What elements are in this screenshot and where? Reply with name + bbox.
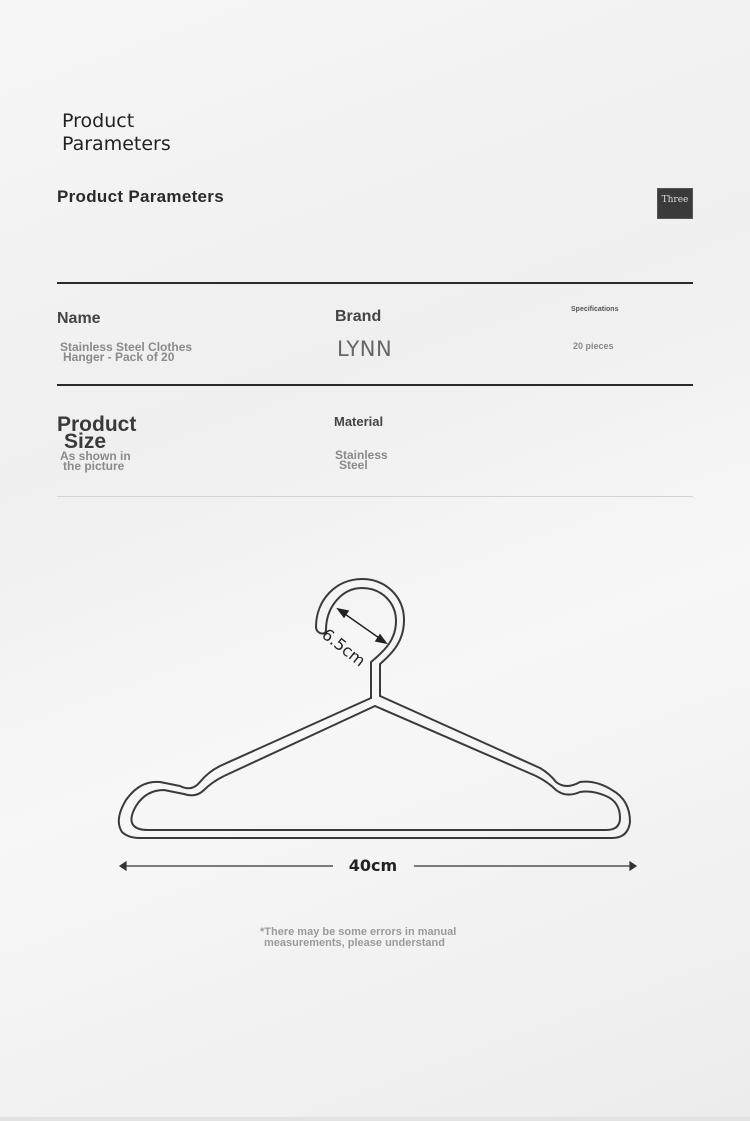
hook-dimension-label: 6.5cm — [318, 624, 370, 671]
size-value-line1: As shown in — [60, 449, 131, 463]
hanger-diagram — [0, 520, 750, 900]
brand-value: LYNN — [337, 337, 393, 361]
divider-bottom — [57, 496, 693, 497]
material-value — [335, 450, 388, 470]
spec-value: 20 pieces — [573, 341, 614, 351]
spec-label: Specifications — [571, 306, 619, 313]
divider-middle — [57, 384, 693, 386]
size-label — [57, 413, 137, 453]
page-title — [62, 110, 262, 156]
page-title-line2: Parameters — [62, 133, 171, 155]
badge: Three — [657, 188, 693, 219]
brand-label: Brand — [335, 308, 382, 325]
material-label: Material — [334, 414, 384, 429]
size-label-line1: Product — [57, 413, 137, 436]
page-title-line1: Product — [62, 110, 135, 132]
name-label: Name — [57, 310, 101, 327]
note-line1: *There may be some errors in manual — [260, 926, 457, 938]
width-dimension-label: 40cm — [348, 856, 398, 875]
size-value — [60, 451, 131, 471]
size-label-line2: Size — [64, 430, 107, 453]
hanger-outline-icon — [119, 579, 630, 838]
material-value-line1: Stainless — [335, 448, 388, 462]
name-value-line2: Hanger - Pack of 20 — [63, 350, 175, 364]
material-value-line2: Steel — [339, 458, 368, 472]
size-value-line2: the picture — [63, 459, 125, 473]
name-value-line1: Stainless Steel Clothes — [60, 340, 193, 354]
bottom-edge — [0, 1117, 750, 1121]
divider-top — [57, 282, 693, 284]
measurement-note — [260, 927, 520, 949]
name-value — [60, 342, 192, 362]
section-title: Product Parameters — [57, 187, 224, 206]
note-line2: measurements, please understand — [264, 937, 445, 949]
